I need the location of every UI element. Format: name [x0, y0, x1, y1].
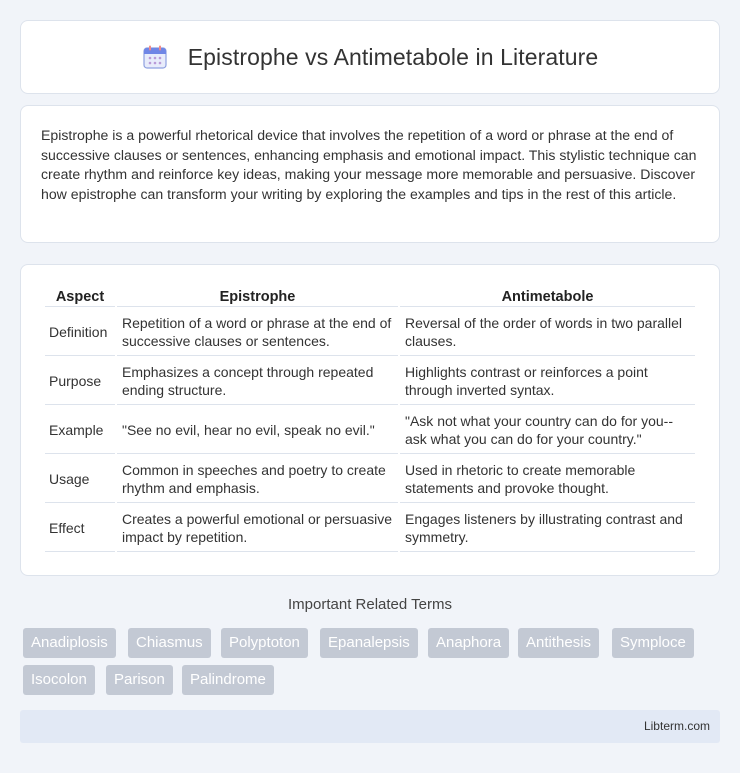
- footer: [20, 710, 720, 743]
- related-terms-title: Important Related Terms: [288, 596, 452, 613]
- row-epistrophe: Emphasizes a concept through repeated ending structure.: [117, 356, 398, 405]
- tag-parison[interactable]: Parison: [106, 665, 173, 695]
- row-aspect: Effect: [45, 503, 115, 552]
- row-aspect: Purpose: [45, 356, 115, 405]
- row-aspect: Definition: [45, 307, 115, 356]
- header-aspect: Aspect: [45, 285, 115, 307]
- table-header-row: [45, 285, 695, 307]
- row-antimetabole: Highlights contrast or reinforces a point through inverted syntax.: [400, 356, 695, 405]
- tag-symploce[interactable]: Symploce: [612, 628, 694, 658]
- intro-card: [20, 105, 720, 243]
- tag-antithesis[interactable]: Antithesis: [518, 628, 599, 658]
- calendar-icon: [142, 44, 168, 70]
- comparison-card: [20, 264, 720, 576]
- row-epistrophe: Creates a powerful emotional or persuasive impact by repetition.: [117, 503, 398, 552]
- table-row: [45, 503, 695, 552]
- row-antimetabole: Engages listeners by illustrating contrast and symmetry.: [400, 503, 695, 552]
- tag-anadiplosis[interactable]: Anadiplosis: [23, 628, 116, 658]
- row-antimetabole: "Ask not what your country can do for you--ask what you can do for your country.": [400, 405, 695, 454]
- tag-polyptoton[interactable]: Polyptoton: [221, 628, 308, 658]
- table-row: [45, 307, 695, 356]
- table-row: [45, 405, 695, 454]
- row-antimetabole: Used in rhetoric to create memorable statements and provoke thought.: [400, 454, 695, 503]
- row-epistrophe: Repetition of a word or phrase at the end of successive clauses or sentences.: [117, 307, 398, 356]
- intro-paragraph: Epistrophe is a powerful rhetorical device that involves the repetition of a word or phrase at the end of successive clauses or sentences, enhancing emphasis and emotional impact. This stylistic technique can create rhythm and reinforce key ideas, making your message more memorable and persuasive. Discover how epistrophe can transform your writing by exploring the examples and tips in the rest of this article.: [41, 127, 697, 203]
- comparison-table: [43, 285, 697, 552]
- tag-anaphora[interactable]: Anaphora: [428, 628, 509, 658]
- table-row: [45, 356, 695, 405]
- row-epistrophe: "See no evil, hear no evil, speak no evil.": [117, 405, 398, 454]
- tag-epanalepsis[interactable]: Epanalepsis: [320, 628, 418, 658]
- header-epistrophe: Epistrophe: [117, 285, 398, 307]
- table-row: [45, 454, 695, 503]
- row-epistrophe: Common in speeches and poetry to create rhythm and emphasis.: [117, 454, 398, 503]
- row-aspect: Usage: [45, 454, 115, 503]
- tag-palindrome[interactable]: Palindrome: [182, 665, 274, 695]
- row-antimetabole: Reversal of the order of words in two parallel clauses.: [400, 307, 695, 356]
- header-inner: [142, 44, 599, 71]
- tag-chiasmus[interactable]: Chiasmus: [128, 628, 211, 658]
- header-card: [20, 20, 720, 94]
- header-antimetabole: Antimetabole: [400, 285, 695, 307]
- tag-isocolon[interactable]: Isocolon: [23, 665, 95, 695]
- row-aspect: Example: [45, 405, 115, 454]
- page-title: Epistrophe vs Antimetabole in Literature: [187, 43, 599, 70]
- footer-brand-link[interactable]: Libterm.com: [643, 719, 710, 733]
